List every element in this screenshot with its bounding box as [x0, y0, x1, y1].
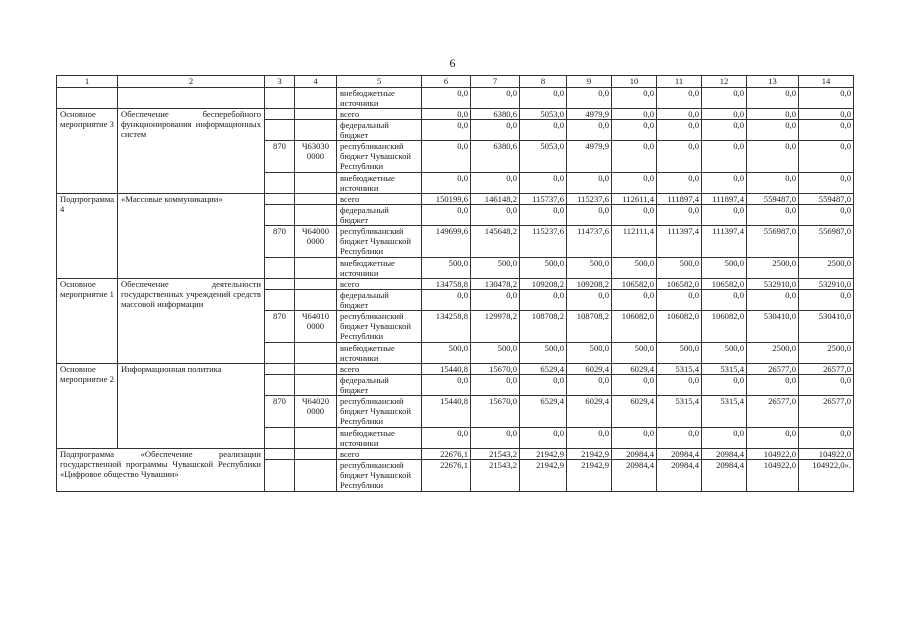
value-cell: 15670,0 — [471, 396, 520, 428]
value-cell: 114737,6 — [567, 226, 612, 258]
empty-cell — [265, 449, 295, 460]
source-label: республиканский бюджет Чувашской Республики — [337, 226, 422, 258]
value-cell: 500,0 — [702, 258, 747, 279]
value-cell: 104922,0 — [747, 460, 799, 492]
page-number: 6 — [449, 56, 456, 70]
value-cell: 106082,0 — [657, 311, 702, 343]
value-cell: 6029,4 — [567, 396, 612, 428]
value-cell: 2500,0 — [747, 258, 799, 279]
value-cell: 106082,0 — [702, 311, 747, 343]
source-label: внебюджетные источники — [337, 258, 422, 279]
column-number: 6 — [422, 76, 471, 88]
value-cell: 6380,6 — [471, 109, 520, 120]
source-label: республиканский бюджет Чувашской Республики — [337, 311, 422, 343]
empty-cell — [295, 449, 337, 460]
value-cell: 6029,4 — [567, 364, 612, 375]
value-cell: 20984,4 — [702, 460, 747, 492]
value-cell: 556987,0 — [747, 226, 799, 258]
empty-cell — [295, 173, 337, 194]
value-cell: 22676,1 — [422, 449, 471, 460]
empty-cell — [265, 375, 295, 396]
empty-cell — [265, 290, 295, 311]
column-number: 14 — [799, 76, 854, 88]
item-name: Основное мероприятие 1 — [57, 279, 118, 364]
empty-cell — [295, 343, 337, 364]
source-label: республиканский бюджет Чувашской Республики — [337, 141, 422, 173]
value-cell: 532910,0 — [747, 279, 799, 290]
value-cell: 0,0 — [657, 88, 702, 109]
value-cell: 0,0 — [520, 428, 567, 449]
empty-cell — [265, 109, 295, 120]
value-cell: 0,0 — [422, 375, 471, 396]
value-cell: 21543,2 — [471, 460, 520, 492]
value-cell: 6029,4 — [612, 396, 657, 428]
empty-cell — [295, 460, 337, 492]
value-cell: 0,0 — [657, 120, 702, 141]
value-cell: 0,0 — [567, 205, 612, 226]
value-cell: 0,0 — [799, 173, 854, 194]
item-name: Основное мероприятие 3 — [57, 109, 118, 194]
value-cell: 115237,6 — [567, 194, 612, 205]
column-number: 9 — [567, 76, 612, 88]
value-cell: 0,0 — [702, 120, 747, 141]
value-cell: 5315,4 — [657, 364, 702, 375]
value-cell: 0,0 — [747, 290, 799, 311]
value-cell: 500,0 — [612, 258, 657, 279]
value-cell: 26577,0 — [747, 364, 799, 375]
column-number: 7 — [471, 76, 520, 88]
value-cell: 129978,2 — [471, 311, 520, 343]
value-cell: 500,0 — [657, 258, 702, 279]
value-cell: 0,0 — [471, 88, 520, 109]
value-cell: 106582,0 — [702, 279, 747, 290]
value-cell: 500,0 — [520, 258, 567, 279]
value-cell: 4979,9 — [567, 109, 612, 120]
value-cell: 108708,2 — [567, 311, 612, 343]
value-cell: 0,0 — [567, 120, 612, 141]
value-cell: 145648,2 — [471, 226, 520, 258]
column-number: 2 — [118, 76, 265, 88]
value-cell: 0,0 — [747, 88, 799, 109]
grbs-code: 870 — [265, 396, 295, 428]
value-cell: 5315,4 — [657, 396, 702, 428]
value-cell: 0,0 — [520, 375, 567, 396]
value-cell: 0,0 — [799, 109, 854, 120]
table-row — [57, 279, 854, 290]
column-number: 1 — [57, 76, 118, 88]
value-cell: 15670,0 — [471, 364, 520, 375]
value-cell: 0,0 — [799, 120, 854, 141]
value-cell: 0,0 — [471, 428, 520, 449]
value-cell: 104922,0 — [747, 449, 799, 460]
value-cell: 500,0 — [471, 258, 520, 279]
value-cell: 0,0 — [422, 109, 471, 120]
value-cell: 0,0 — [520, 173, 567, 194]
value-cell: 26577,0 — [747, 396, 799, 428]
value-cell: 115237,6 — [520, 226, 567, 258]
value-cell: 0,0 — [520, 290, 567, 311]
value-cell: 0,0 — [520, 205, 567, 226]
source-label: республиканский бюджет Чувашской Республики — [337, 460, 422, 492]
empty-cell — [265, 279, 295, 290]
value-cell: 0,0 — [657, 375, 702, 396]
empty-cell — [57, 88, 118, 109]
source-label: федеральный бюджет — [337, 375, 422, 396]
value-cell: 0,0 — [657, 109, 702, 120]
value-cell: 0,0 — [747, 109, 799, 120]
source-label: внебюджетные источники — [337, 343, 422, 364]
grbs-code: 870 — [265, 311, 295, 343]
value-cell: 0,0 — [567, 375, 612, 396]
empty-cell — [265, 258, 295, 279]
value-cell: 0,0 — [567, 173, 612, 194]
value-cell: 5053,0 — [520, 109, 567, 120]
value-cell: 130478,2 — [471, 279, 520, 290]
column-number: 12 — [702, 76, 747, 88]
empty-cell — [295, 194, 337, 205]
source-label: федеральный бюджет — [337, 290, 422, 311]
subprogram-title: Подпрограмма «Обеспечение реализации государственной программы Чувашской Республики «Цифровое общество Чувашии» — [57, 449, 265, 492]
value-cell: 21543,2 — [471, 449, 520, 460]
value-cell: 134758,8 — [422, 279, 471, 290]
value-cell: 112611,4 — [612, 194, 657, 205]
value-cell: 20984,4 — [702, 449, 747, 460]
source-label: всего — [337, 364, 422, 375]
value-cell: 2500,0 — [799, 258, 854, 279]
value-cell: 109208,2 — [520, 279, 567, 290]
value-cell: 0,0 — [702, 88, 747, 109]
value-cell: 530410,0 — [799, 311, 854, 343]
value-cell: 0,0 — [799, 428, 854, 449]
empty-cell — [295, 279, 337, 290]
value-cell: 0,0 — [747, 428, 799, 449]
empty-cell — [265, 428, 295, 449]
value-cell: 0,0 — [471, 120, 520, 141]
budget-code: Ч64010 0000 — [295, 311, 337, 343]
value-cell: 500,0 — [567, 258, 612, 279]
value-cell: 104922,0». — [799, 460, 854, 492]
value-cell: 0,0 — [657, 290, 702, 311]
table-row — [57, 109, 854, 120]
empty-cell — [295, 258, 337, 279]
value-cell: 4979,9 — [567, 141, 612, 173]
source-label: всего — [337, 449, 422, 460]
value-cell: 108708,2 — [520, 311, 567, 343]
item-name: Основное мероприятие 2 — [57, 364, 118, 449]
value-cell: 112111,4 — [612, 226, 657, 258]
value-cell: 2500,0 — [799, 343, 854, 364]
value-cell: 21942,9 — [520, 449, 567, 460]
value-cell: 0,0 — [657, 428, 702, 449]
table-row — [57, 364, 854, 375]
value-cell: 0,0 — [799, 88, 854, 109]
value-cell: 22676,1 — [422, 460, 471, 492]
value-cell: 111897,4 — [657, 194, 702, 205]
value-cell: 0,0 — [612, 173, 657, 194]
item-title: Информационная политика — [118, 364, 265, 449]
value-cell: 532910,0 — [799, 279, 854, 290]
table-row — [57, 449, 854, 460]
value-cell: 500,0 — [422, 258, 471, 279]
item-title: «Массовые коммуникации» — [118, 194, 265, 279]
empty-cell — [265, 364, 295, 375]
value-cell: 500,0 — [471, 343, 520, 364]
value-cell: 6529,4 — [520, 364, 567, 375]
value-cell: 500,0 — [657, 343, 702, 364]
source-label: внебюджетные источники — [337, 173, 422, 194]
value-cell: 0,0 — [799, 141, 854, 173]
value-cell: 0,0 — [799, 375, 854, 396]
value-cell: 500,0 — [422, 343, 471, 364]
grbs-code: 870 — [265, 141, 295, 173]
value-cell: 0,0 — [567, 88, 612, 109]
value-cell: 0,0 — [422, 173, 471, 194]
value-cell: 0,0 — [612, 109, 657, 120]
value-cell: 556987,0 — [799, 226, 854, 258]
value-cell: 0,0 — [747, 375, 799, 396]
value-cell: 0,0 — [422, 205, 471, 226]
table-body — [57, 76, 854, 492]
source-label: федеральный бюджет — [337, 205, 422, 226]
value-cell: 111397,4 — [702, 226, 747, 258]
value-cell: 5315,4 — [702, 364, 747, 375]
table-row — [57, 194, 854, 205]
value-cell: 26577,0 — [799, 364, 854, 375]
value-cell: 0,0 — [612, 205, 657, 226]
empty-cell — [295, 364, 337, 375]
empty-cell — [295, 205, 337, 226]
value-cell: 106082,0 — [612, 311, 657, 343]
value-cell: 500,0 — [702, 343, 747, 364]
column-number: 13 — [747, 76, 799, 88]
value-cell: 0,0 — [612, 88, 657, 109]
value-cell: 559487,0 — [747, 194, 799, 205]
value-cell: 0,0 — [799, 290, 854, 311]
value-cell: 26577,0 — [799, 396, 854, 428]
value-cell: 21942,9 — [567, 460, 612, 492]
value-cell: 0,0 — [702, 428, 747, 449]
empty-cell — [295, 375, 337, 396]
column-number: 10 — [612, 76, 657, 88]
value-cell: 0,0 — [520, 88, 567, 109]
value-cell: 134258,8 — [422, 311, 471, 343]
source-label: федеральный бюджет — [337, 120, 422, 141]
source-label: всего — [337, 109, 422, 120]
value-cell: 106582,0 — [612, 279, 657, 290]
value-cell: 0,0 — [422, 290, 471, 311]
empty-cell — [265, 205, 295, 226]
value-cell: 0,0 — [799, 205, 854, 226]
empty-cell — [265, 88, 295, 109]
value-cell: 0,0 — [702, 141, 747, 173]
empty-cell — [265, 120, 295, 141]
value-cell: 20984,4 — [657, 449, 702, 460]
value-cell: 0,0 — [747, 141, 799, 173]
source-label: всего — [337, 279, 422, 290]
value-cell: 2500,0 — [747, 343, 799, 364]
value-cell: 5315,4 — [702, 396, 747, 428]
value-cell: 21942,9 — [567, 449, 612, 460]
value-cell: 20984,4 — [612, 449, 657, 460]
grbs-code: 870 — [265, 226, 295, 258]
empty-cell — [265, 173, 295, 194]
empty-cell — [265, 343, 295, 364]
source-label: республиканский бюджет Чувашской Республики — [337, 396, 422, 428]
value-cell: 0,0 — [612, 141, 657, 173]
value-cell: 115737,6 — [520, 194, 567, 205]
value-cell: 0,0 — [520, 120, 567, 141]
value-cell: 20984,4 — [612, 460, 657, 492]
value-cell: 15440,8 — [422, 364, 471, 375]
source-label: всего — [337, 194, 422, 205]
budget-code: Ч63030 0000 — [295, 141, 337, 173]
item-name: Подпрограмма 4 — [57, 194, 118, 279]
value-cell: 0,0 — [612, 428, 657, 449]
value-cell: 0,0 — [422, 141, 471, 173]
source-label: внебюджетные источники — [337, 428, 422, 449]
value-cell: 149699,6 — [422, 226, 471, 258]
value-cell: 0,0 — [567, 290, 612, 311]
source-label: внебюджетные источники — [337, 88, 422, 109]
budget-code: Ч64000 0000 — [295, 226, 337, 258]
value-cell: 530410,0 — [747, 311, 799, 343]
value-cell: 109208,2 — [567, 279, 612, 290]
item-title: Обеспечение бесперебойного функционирования информационных систем — [118, 109, 265, 194]
budget-code: Ч64020 0000 — [295, 396, 337, 428]
value-cell: 6529,4 — [520, 396, 567, 428]
column-number-row — [57, 76, 854, 88]
empty-cell — [295, 428, 337, 449]
value-cell: 0,0 — [422, 120, 471, 141]
value-cell: 0,0 — [657, 205, 702, 226]
value-cell: 0,0 — [702, 109, 747, 120]
value-cell: 500,0 — [567, 343, 612, 364]
empty-cell — [295, 120, 337, 141]
value-cell: 104922,0 — [799, 449, 854, 460]
value-cell: 106582,0 — [657, 279, 702, 290]
value-cell: 0,0 — [702, 205, 747, 226]
value-cell: 5053,0 — [520, 141, 567, 173]
item-title: Обеспечение деятельности государственных учреждений средств массовой информации — [118, 279, 265, 364]
value-cell: 0,0 — [657, 141, 702, 173]
value-cell: 111897,4 — [702, 194, 747, 205]
value-cell: 21942,9 — [520, 460, 567, 492]
value-cell: 111397,4 — [657, 226, 702, 258]
value-cell: 6380,6 — [471, 141, 520, 173]
value-cell: 0,0 — [612, 120, 657, 141]
value-cell: 500,0 — [520, 343, 567, 364]
value-cell: 0,0 — [747, 173, 799, 194]
column-number: 8 — [520, 76, 567, 88]
value-cell: 0,0 — [612, 290, 657, 311]
value-cell: 0,0 — [702, 173, 747, 194]
value-cell: 0,0 — [471, 375, 520, 396]
value-cell: 146148,2 — [471, 194, 520, 205]
column-number: 5 — [337, 76, 422, 88]
value-cell: 0,0 — [702, 290, 747, 311]
column-number: 11 — [657, 76, 702, 88]
value-cell: 559487,0 — [799, 194, 854, 205]
value-cell: 0,0 — [422, 88, 471, 109]
empty-cell — [265, 194, 295, 205]
value-cell: 0,0 — [567, 428, 612, 449]
value-cell: 6029,4 — [612, 364, 657, 375]
value-cell: 15440,8 — [422, 396, 471, 428]
empty-cell — [118, 88, 265, 109]
empty-cell — [295, 290, 337, 311]
value-cell: 0,0 — [702, 375, 747, 396]
value-cell: 0,0 — [471, 290, 520, 311]
value-cell: 150199,6 — [422, 194, 471, 205]
value-cell: 0,0 — [422, 428, 471, 449]
value-cell: 0,0 — [471, 173, 520, 194]
value-cell: 0,0 — [657, 173, 702, 194]
value-cell: 500,0 — [612, 343, 657, 364]
column-number: 3 — [265, 76, 295, 88]
column-number: 4 — [295, 76, 337, 88]
value-cell: 0,0 — [747, 205, 799, 226]
empty-cell — [265, 460, 295, 492]
value-cell: 0,0 — [612, 375, 657, 396]
empty-cell — [295, 88, 337, 109]
value-cell: 0,0 — [747, 120, 799, 141]
table-row — [57, 88, 854, 109]
value-cell: 20984,4 — [657, 460, 702, 492]
value-cell: 0,0 — [471, 205, 520, 226]
budget-table — [56, 75, 854, 492]
empty-cell — [295, 109, 337, 120]
